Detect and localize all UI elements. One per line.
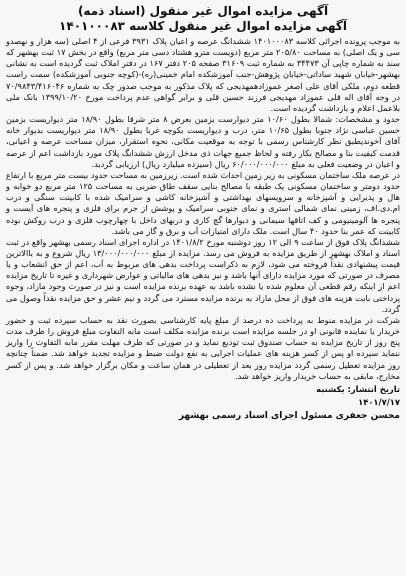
notice-paragraph: حدود و مشخصات: شمالا بطول ۱۰/۶۰ متر دیوارست بزمین بعرض ۸ متر شرقا بطول ۱۸/۹۰ متر دیواریست بزمین حسین عباسی نژاد جنوبا بطول ۱۰/۶۵ متر، درب و دیواریست بکوچه غربا بطول ۱۸/۹۰ متر دیواریست بدیوار خانه آقای آخوندیطبق نظر کارشناس رسمی با توجه به موقعیت مکانی، نحوه استقرار، میزان مساحت عرصه و اعیانی، قدمت کیفیت بنا و مصالح بکار رفته و لحاظ جمیع جهات ذی مدخل ارزش ششدانگ پلاک مورد بازداشت اعم از عرصه و اعیان در وضعیت فعلی به مبلغ ۶۰/۰۰۰/۰۰۰/۰۰۰ ریال (سیزده میلیارد ریال) ارزیابی گردید. [6, 114, 400, 169]
notice-paragraph: ششدانگ پلاک فوق از ساعت ۹ الی ۱۲ روز دوشنبه مورخ ۱۴۰۱/۸/۲ در اداره اجرای اسناد رسمی بهشهر واقع در ثبت اسناد و املاک بهشهر از طریق مزایده به فروش می رسد. مزایده از مبلغ ۱۳/۰۰۰/۰۰۰/۰۰۰ ریال شروع و به باالاترین قیمت پیشنهادی نقداً فروخته می شود، لازم به ذکراست پرداخت بدهی های مربوط به آب، اعم از حق انشعاب و یا مصرف در صورتی که مورد مزایده دارای آنها باشد و نیز بدهی های مالیاتی و عوارض شهرداری و غیره تا تاریخ مزایده اعم از اینکه رقم قطعی آن معلوم شده یا نشده باشد به عهده برنده مزایده است و نیز در صورت وجود مازاد، وجوه پرداختی بابت هزینه های فوق از محل مازاد به برنده مزایده مسترد می گردد و نیم عشر و حق مزایده نقداً وصول می گردد. [6, 236, 400, 314]
publish-date: ۱۴۰۱/۷/۱۷ [358, 396, 400, 407]
notice-paragraph: به موجب پرونده اجرائی کلاسه ۱۴۰۱۰۰۰۸۳ ششدانگ عرصه و اعیان پلاک ۳۹۳۱ فرعی از ۴ اصلی (سه هزار و نهصدو سی و یک اصلی) به مساحت ۲۰۵/۸۰ متر مربع (دویست مترو هشتاد دسی متر مربع) واقع در بخش ۱۷ ثبت بهشهر که سند به شماره چاپی آن ۳۴۴۷۳ به شماره ثبت ۳۱۶۰۹ صفحه ۲۰۵ دفتر ۱۶۷ در دفتر املاک ثبت گردیده است به نشانی بهشهر-خیابان شهید ساداتی-خیابان پژوهش-جنب آموزشکده امام خمینی(ره)-(کوچه جنوبی آموزشکده) سمت راست قطعه دوم، ملکی آقای علی اصغر عموزادهمهدیجی که پلاک مذکور به موجب صدور چک به شماره ۷۰/۹۸۴۳/۴۱۶۰۴۶ در وجه آقای اله قلی عموزاد مهدیجی فرزند حسین قلی و برابر گواهی عدم پرداخت مورخ ۱۳۹۹/۱۰/۲۰ بانک ملی بلاعمل اعلام و بازداشت گردیده است. [6, 36, 400, 113]
notice-paragraph: در عرصه ملک ساختمان مسکونی به زیر زمین احداث شده است. زیرزمین به مساحت حدود بیست متر مربع با ارتفاع حدود دومتر و ساختمان مسکونی یک طبقه با مصالح بنایی سقف طاق ضربی به مساحت ۱۲۵ متر مربع دو خوابه و هال و پذیرایی و آشپزخانه و سرویسهای بهداشتی و آشپزخانه کاشی و سرامیک شده با کابینت سنگی و درب ام.دی.اف، زمینی نمای شمالی استری و نمای جنوبی سرامیک و پوشش از جرم برای فلزی و پنجره های آیست و پنجره ها آلومینیومی و کف اتاقها سیمانی و دیوارها گچ کاری و دربهای داخل با چهارچوب فلزی و درب روکش بوده کابینت که عمر بنا حدود ۴۰ سال است. ملک دارای امتیازات آب و برق و گاز می باشد. [6, 169, 401, 236]
signature: محسن جعفری مسئول اجرای اسناد رسمی بهشهر [178, 410, 400, 421]
notice-title-line-2: آگهی مزایده اموال غیر منقول کلاسه ۱۴۰۱۰۰۰۸۳ [59, 19, 347, 33]
notice-body [6, 36, 400, 382]
notice-title-line-1: آگهی مزایده اموال غیر منقول (اسناد ذمه) [77, 4, 329, 18]
publish-date-label: تاریخ انتشار: یکشنبه [316, 383, 400, 394]
notice-paragraph: شرکت در مزایده منوط به پرداخت ده درصد از مبلغ پایه کارشناسی بصورت نقد به حساب سپرده ثبت و حضور خریدار یا نماینده قانونی او در جلسه مزایده است برنده مزایده مکلف است مابه التفاوت مبلغ فروش را ظرف مدت پنج روز از تاریخ مزایده به حساب صندوق ثبت تودیع نماید و در صورتی که ظرف مهلت مقرر مابه التفاوت را واریز ننماید سپرده او پس از کسر هزینه های عملیات اجرایی به نفع دولت ضبط و مزایده تجدید خواهد شد. ضمناً چنانچه روز مزایده تعطیل رسمی گردد مزایده روز بعد از تعطیلی در همان ساعت و مکان برگزار خواهد شد. و پس از کسر مخارج، مابقی به حساب خریدار واریز خواهد شد. [6, 314, 400, 381]
